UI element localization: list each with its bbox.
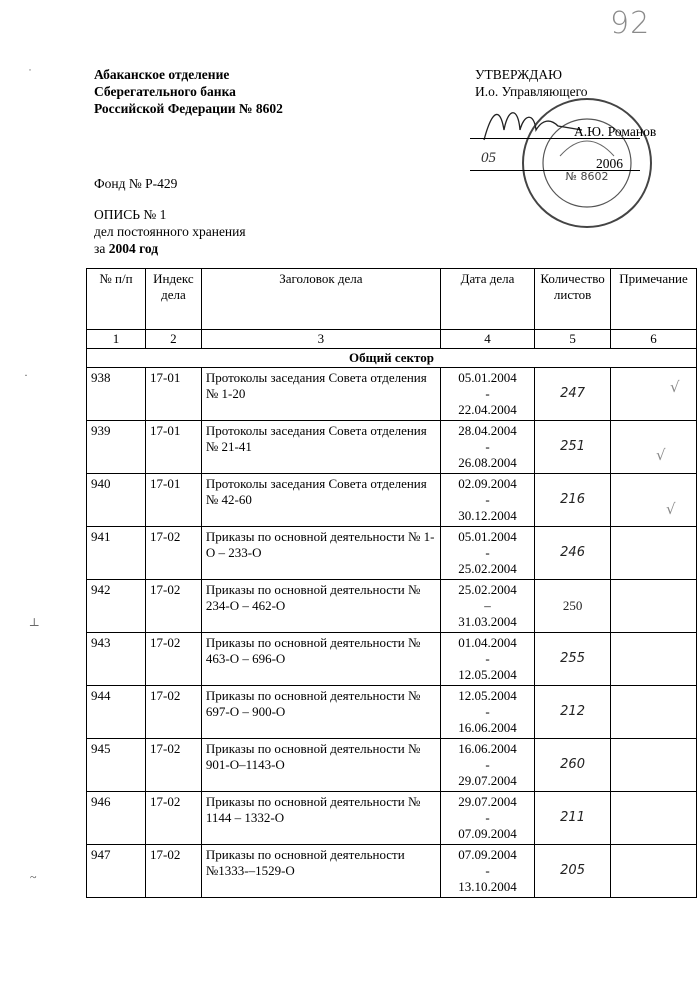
row-index: 17-02 [145, 792, 201, 845]
inventory-table [86, 268, 697, 898]
header-sheets: Количество листов [535, 269, 611, 330]
inventory-year [94, 240, 246, 257]
row-num: 946 [87, 792, 146, 845]
row-date [440, 845, 534, 898]
date-to: 07.09.2004 [458, 826, 517, 841]
table-row [87, 421, 697, 474]
column-number: 5 [535, 330, 611, 349]
date-to: 29.07.2004 [458, 773, 517, 788]
row-sheets: 247 [535, 368, 611, 421]
date-separator: - [485, 810, 490, 825]
date-separator: - [485, 863, 490, 878]
row-sheets: 211 [535, 792, 611, 845]
page-number: 92 [610, 6, 651, 41]
row-sheets: 251 [535, 421, 611, 474]
row-note [611, 845, 697, 898]
stamp-number: № 8602 [565, 170, 609, 183]
row-title: Протоколы заседания Совета отделения № 1-20 [201, 368, 440, 421]
column-numbers-row [87, 330, 697, 349]
date-to: 30.12.2004 [458, 508, 517, 523]
row-num: 947 [87, 845, 146, 898]
date-from: 05.01.2004 [458, 370, 517, 385]
header-date: Дата дела [440, 269, 534, 330]
row-date [440, 474, 534, 527]
org-line-3: Российской Федерации № 8602 [94, 101, 283, 116]
row-date [440, 580, 534, 633]
table-row [87, 845, 697, 898]
row-sheets: 255 [535, 633, 611, 686]
approve-name: А.Ю. Романов [574, 124, 657, 139]
date-from: 29.07.2004 [458, 794, 517, 809]
row-num: 940 [87, 474, 146, 527]
row-num: 939 [87, 421, 146, 474]
column-number: 2 [145, 330, 201, 349]
row-date [440, 739, 534, 792]
row-sheets: 246 [535, 527, 611, 580]
header-note: Примечание [611, 269, 697, 330]
row-date [440, 421, 534, 474]
table-row [87, 686, 697, 739]
org-line-1: Абаканское отделение [94, 67, 230, 82]
row-sheets: 205 [535, 845, 611, 898]
row-num: 941 [87, 527, 146, 580]
date-separator: - [485, 545, 490, 560]
row-title: Приказы по основной деятельности № 463-О – 696-О [201, 633, 440, 686]
check-mark-icon: √ [656, 446, 666, 464]
row-index: 17-02 [145, 580, 201, 633]
margin-mark-icon: · [24, 368, 28, 382]
row-num: 944 [87, 686, 146, 739]
header-index: Индекс дела [145, 269, 201, 330]
date-from: 07.09.2004 [458, 847, 517, 862]
row-title: Приказы по основной деятельности № 1-О – 233-О [201, 527, 440, 580]
header-num: № п/п [87, 269, 146, 330]
fund-number: Фонд № Р-429 [94, 176, 178, 191]
row-date [440, 792, 534, 845]
row-sheets: 260 [535, 739, 611, 792]
margin-mark-icon: ┴ [30, 618, 39, 632]
table-row [87, 527, 697, 580]
row-index: 17-01 [145, 421, 201, 474]
column-number: 3 [201, 330, 440, 349]
row-note [611, 686, 697, 739]
row-note [611, 792, 697, 845]
row-date [440, 527, 534, 580]
date-separator: - [485, 492, 490, 507]
date-to: 25.02.2004 [458, 561, 517, 576]
approve-year: 2006 [596, 156, 623, 171]
date-to: 31.03.2004 [458, 614, 517, 629]
row-num: 938 [87, 368, 146, 421]
section-row [87, 349, 697, 368]
row-sheets: 216 [535, 474, 611, 527]
row-index: 17-02 [145, 686, 201, 739]
organization-block [94, 66, 283, 117]
header-title: Заголовок дела [201, 269, 440, 330]
inventory-title: ОПИСЬ № 1 [94, 207, 167, 222]
date-to: 26.08.2004 [458, 455, 517, 470]
row-note [611, 739, 697, 792]
approve-role: И.о. Управляющего [475, 84, 588, 99]
row-note [611, 368, 697, 421]
table-row [87, 739, 697, 792]
date-separator: - [485, 704, 490, 719]
row-note [611, 421, 697, 474]
date-from: 01.04.2004 [458, 635, 517, 650]
margin-mark-icon: ˙ [28, 66, 32, 80]
date-to: 22.04.2004 [458, 402, 517, 417]
row-title: Протоколы заседания Совета отделения № 21-41 [201, 421, 440, 474]
row-date [440, 633, 534, 686]
row-index: 17-02 [145, 527, 201, 580]
inventory-subtitle: дел постоянного хранения [94, 224, 246, 239]
table-row [87, 792, 697, 845]
row-sheets: 212 [535, 686, 611, 739]
row-title: Приказы по основной деятельности № 901-О–1143-О [201, 739, 440, 792]
signature-icon [478, 100, 588, 146]
approve-title: УТВЕРЖДАЮ [475, 67, 563, 82]
column-number: 4 [440, 330, 534, 349]
date-from: 25.02.2004 [458, 582, 517, 597]
date-separator: – [484, 598, 491, 613]
column-number: 6 [611, 330, 697, 349]
approve-day: 05 [481, 150, 496, 166]
row-note [611, 474, 697, 527]
section-title: Общий сектор [87, 349, 697, 368]
column-number: 1 [87, 330, 146, 349]
row-sheets: 250 [535, 580, 611, 633]
row-note [611, 580, 697, 633]
row-title: Приказы по основной деятельности №1333-–1529-О [201, 845, 440, 898]
year-prefix: за [94, 241, 106, 256]
row-title: Приказы по основной деятельности № 697-О – 900-О [201, 686, 440, 739]
check-mark-icon: √ [670, 378, 680, 396]
inventory-heading [94, 206, 246, 257]
table-row [87, 580, 697, 633]
row-num: 942 [87, 580, 146, 633]
row-note [611, 527, 697, 580]
table-row [87, 474, 697, 527]
date-from: 16.06.2004 [458, 741, 517, 756]
row-num: 943 [87, 633, 146, 686]
year-value: 2004 год [108, 241, 159, 256]
org-line-2: Сберегательного банка [94, 84, 236, 99]
row-date [440, 686, 534, 739]
row-num: 945 [87, 739, 146, 792]
date-from: 02.09.2004 [458, 476, 517, 491]
row-index: 17-01 [145, 474, 201, 527]
table-row [87, 633, 697, 686]
date-to: 13.10.2004 [458, 879, 517, 894]
approval-block [470, 66, 670, 100]
date-separator: - [485, 439, 490, 454]
date-separator: - [485, 386, 490, 401]
date-from: 28.04.2004 [458, 423, 517, 438]
row-note [611, 633, 697, 686]
row-index: 17-01 [145, 368, 201, 421]
date-to: 12.05.2004 [458, 667, 517, 682]
row-index: 17-02 [145, 633, 201, 686]
date-to: 16.06.2004 [458, 720, 517, 735]
date-from: 05.01.2004 [458, 529, 517, 544]
row-index: 17-02 [145, 845, 201, 898]
row-title: Приказы по основной деятельности № 1144 – 1332-О [201, 792, 440, 845]
row-title: Приказы по основной деятельности № 234-О – 462-О [201, 580, 440, 633]
table-row [87, 368, 697, 421]
date-from: 12.05.2004 [458, 688, 517, 703]
margin-mark-icon: ~ [30, 870, 37, 884]
date-separator: - [485, 757, 490, 772]
row-date [440, 368, 534, 421]
table-header-row [87, 269, 697, 330]
date-separator: - [485, 651, 490, 666]
row-title: Протоколы заседания Совета отделения № 42-60 [201, 474, 440, 527]
check-mark-icon: √ [666, 500, 676, 518]
row-index: 17-02 [145, 739, 201, 792]
date-line [470, 170, 640, 171]
